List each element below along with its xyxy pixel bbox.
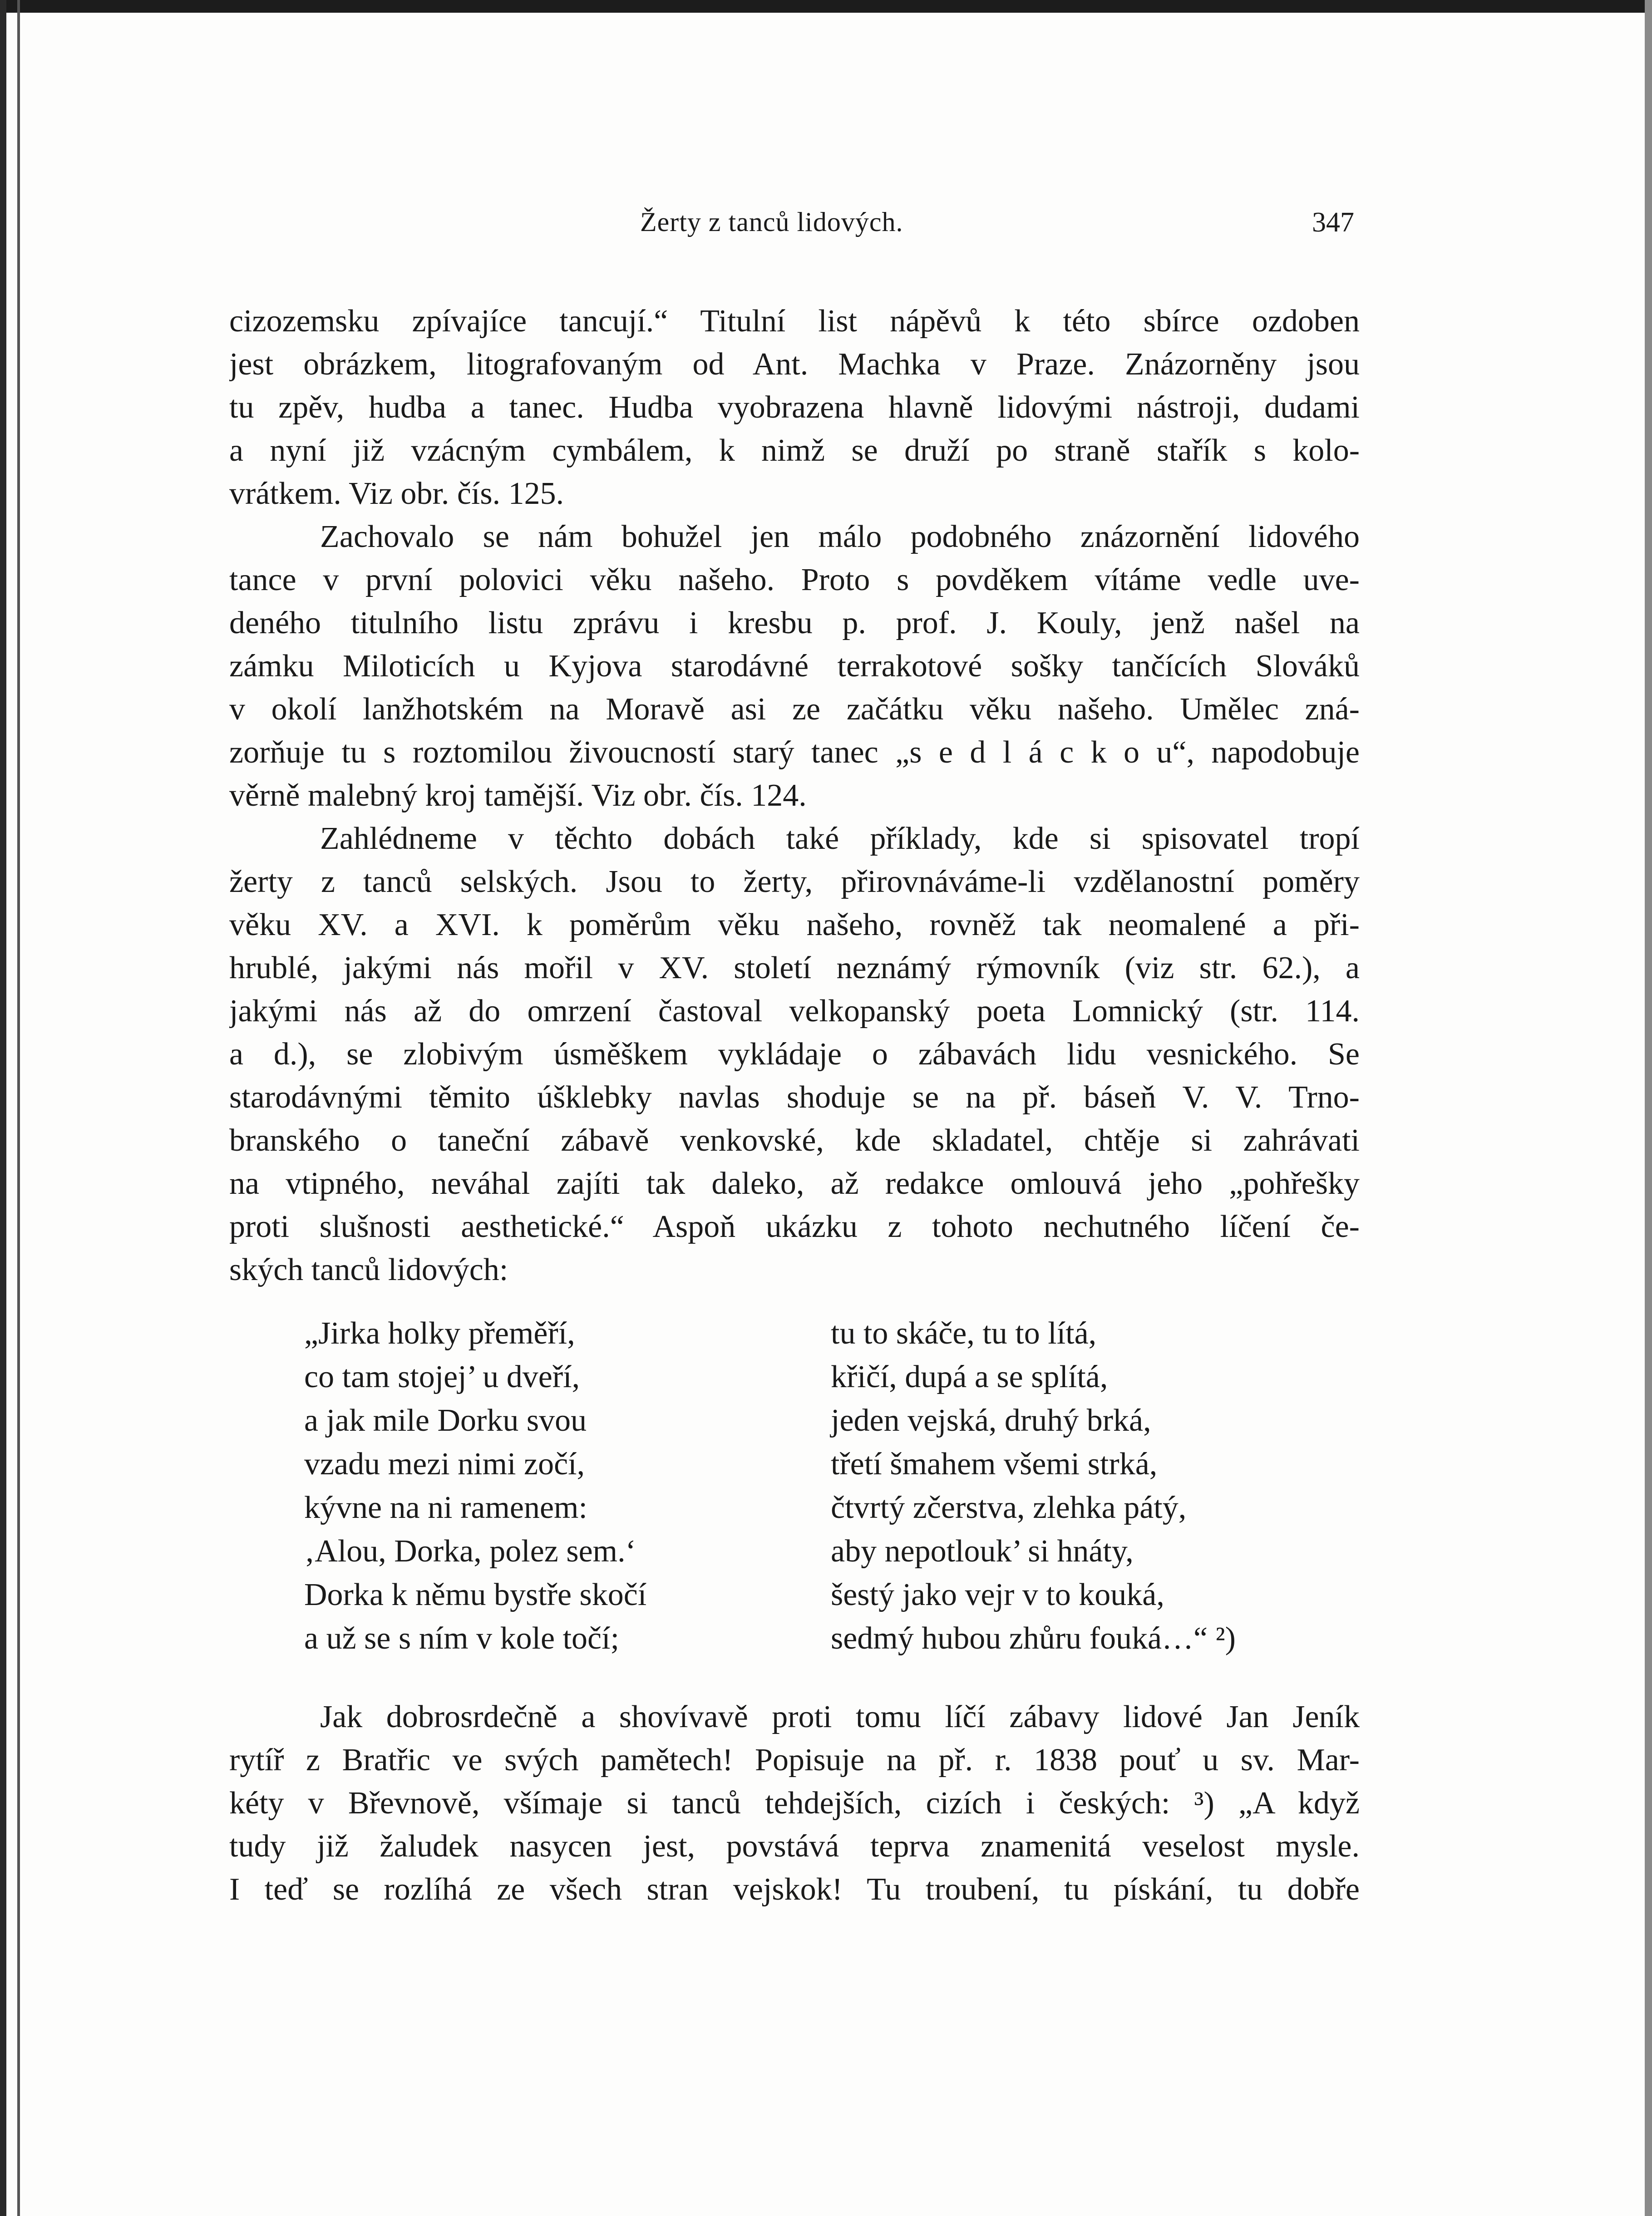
text-line: Jak dobrosrdečně a shovívavě proti tomu líčí zábavy lidové Jan Jeník bbox=[320, 1699, 1360, 1734]
text-line: zámku Miloticích u Kyjova starodávné terrakotové sošky tančících Slováků bbox=[229, 649, 1360, 684]
verse-line: šestý jako vejr v to kouká, bbox=[831, 1577, 1164, 1612]
text-line: deného titulního listu zprávu i kresbu p. prof. J. Kouly, jenž našel na bbox=[229, 606, 1360, 640]
text-line: jakými nás až do omrzení častoval velkopanský poeta Lomnický (str. 114. bbox=[229, 994, 1360, 1029]
text-line: hrublé, jakými nás mořil v XV. století neznámý rýmovník (viz str. 62.), a bbox=[229, 950, 1360, 985]
text-line: na vtipného, neváhal zajíti tak daleko, až redakce omlouvá jeho „pohřešky bbox=[229, 1166, 1360, 1201]
text-line: v okolí lanžhotském na Moravě asi ze začátku věku našeho. Umělec zná- bbox=[229, 692, 1360, 727]
text-line: Zachovalo se nám bohužel jen málo podobného znázornění lidového bbox=[320, 519, 1360, 554]
text-line: žerty z tanců selských. Jsou to žerty, přirovnáváme-li vzdělanostní poměry bbox=[229, 864, 1360, 899]
text-line: a nyní již vzácným cymbálem, k nimž se druží po straně stařík s kolo- bbox=[229, 433, 1360, 468]
text-line: a d.), se zlobivým úsměškem vykládaje o zábavách lidu vesnického. Se bbox=[229, 1037, 1360, 1072]
text-line: jest obrázkem, litografovaným od Ant. Machka v Praze. Znázorněny jsou bbox=[229, 347, 1360, 382]
text-line: věrně malebný kroj tamější. Viz obr. čís. 124. bbox=[229, 778, 807, 813]
text-line: cizozemsku zpívajíce tancují.“ Titulní list nápěvů k této sbírce ozdoben bbox=[229, 304, 1360, 339]
text-line: ských tanců lidových: bbox=[229, 1252, 508, 1287]
text-line: tudy již žaludek nasycen jest, povstává teprva znamenitá veselost mysle. bbox=[229, 1829, 1360, 1864]
text-line: tance v první polovici věku našeho. Proto s povděkem vítáme vedle uve- bbox=[229, 562, 1360, 597]
poem-right-column bbox=[831, 1312, 1236, 1660]
text-line: I teď se rozlíhá ze všech stran vejskok! Tu troubení, tu pískání, tu dobře bbox=[229, 1872, 1360, 1907]
page-right-edge-shadow bbox=[1645, 0, 1652, 2216]
text-line: kéty v Břevnově, všímaje si tanců tehdejších, cizích i českých: ³) „A když bbox=[229, 1786, 1360, 1821]
verse-line: sedmý hubou zhůru fouká…“ ²) bbox=[831, 1621, 1236, 1656]
running-title: Žerty z tanců lidových. bbox=[640, 207, 903, 237]
text-line: proti slušnosti aesthetické.“ Aspoň ukázku z tohoto nechutného líčení če- bbox=[229, 1209, 1360, 1244]
text-line: rytíř z Bratřic ve svých pamětech! Popisuje na př. r. 1838 pouť u sv. Mar- bbox=[229, 1743, 1360, 1778]
verse-line: ‚Alou, Dorka, polez sem.‘ bbox=[304, 1534, 636, 1569]
body-text-lower bbox=[229, 1695, 1360, 1911]
verse-line: vzadu mezi nimi zočí, bbox=[304, 1447, 585, 1482]
verse-line: Dorka k němu bystře skočí bbox=[304, 1577, 647, 1612]
verse-line: čtvrtý zčerstva, zlehka pátý, bbox=[831, 1490, 1187, 1525]
text-line: branského o taneční zábavě venkovské, kde skladatel, chtěje si zahrávati bbox=[229, 1123, 1360, 1158]
body-text-upper bbox=[229, 300, 1360, 1291]
verse-line: aby nepotlouk’ si hnáty, bbox=[831, 1534, 1134, 1569]
page-top-edge-shadow bbox=[0, 0, 1652, 13]
poem-left-column bbox=[304, 1312, 646, 1660]
text-line: Zahlédneme v těchto dobách také příklady, kde si spisovatel tropí bbox=[320, 821, 1360, 856]
text-line: zorňuje tu s roztomilou živoucností starý tanec „s e d l á c k o u“, napodobuje bbox=[229, 735, 1360, 770]
verse-line: křičí, dupá a se splítá, bbox=[831, 1359, 1108, 1394]
verse-line: tu to skáče, tu to lítá, bbox=[831, 1316, 1097, 1351]
verse-line: a už se s ním v kole točí; bbox=[304, 1621, 620, 1656]
verse-line: „Jirka holky přeměří, bbox=[304, 1316, 575, 1351]
page-left-edge-shadow bbox=[0, 0, 6, 2216]
verse-line: třetí šmahem všemi strká, bbox=[831, 1447, 1158, 1482]
verse-line: co tam stojej’ u dveří, bbox=[304, 1359, 580, 1394]
text-line: tu zpěv, hudba a tanec. Hudba vyobrazena hlavně lidovými nástroji, dudami bbox=[229, 390, 1360, 425]
text-line: věku XV. a XVI. k poměrům věku našeho, rovněž tak neomalené a při- bbox=[229, 907, 1360, 942]
text-line: starodávnými těmito úšklebky navlas shoduje se na př. báseň V. V. Trno- bbox=[229, 1080, 1360, 1115]
verse-line: a jak mile Dorku svou bbox=[304, 1403, 587, 1438]
page-left-gutter-line bbox=[17, 0, 20, 2216]
page-number: 347 bbox=[1312, 207, 1354, 238]
text-line: vrátkem. Viz obr. čís. 125. bbox=[229, 476, 564, 511]
verse-line: kývne na ni ramenem: bbox=[304, 1490, 587, 1525]
verse-line: jeden vejská, druhý brká, bbox=[831, 1403, 1151, 1438]
